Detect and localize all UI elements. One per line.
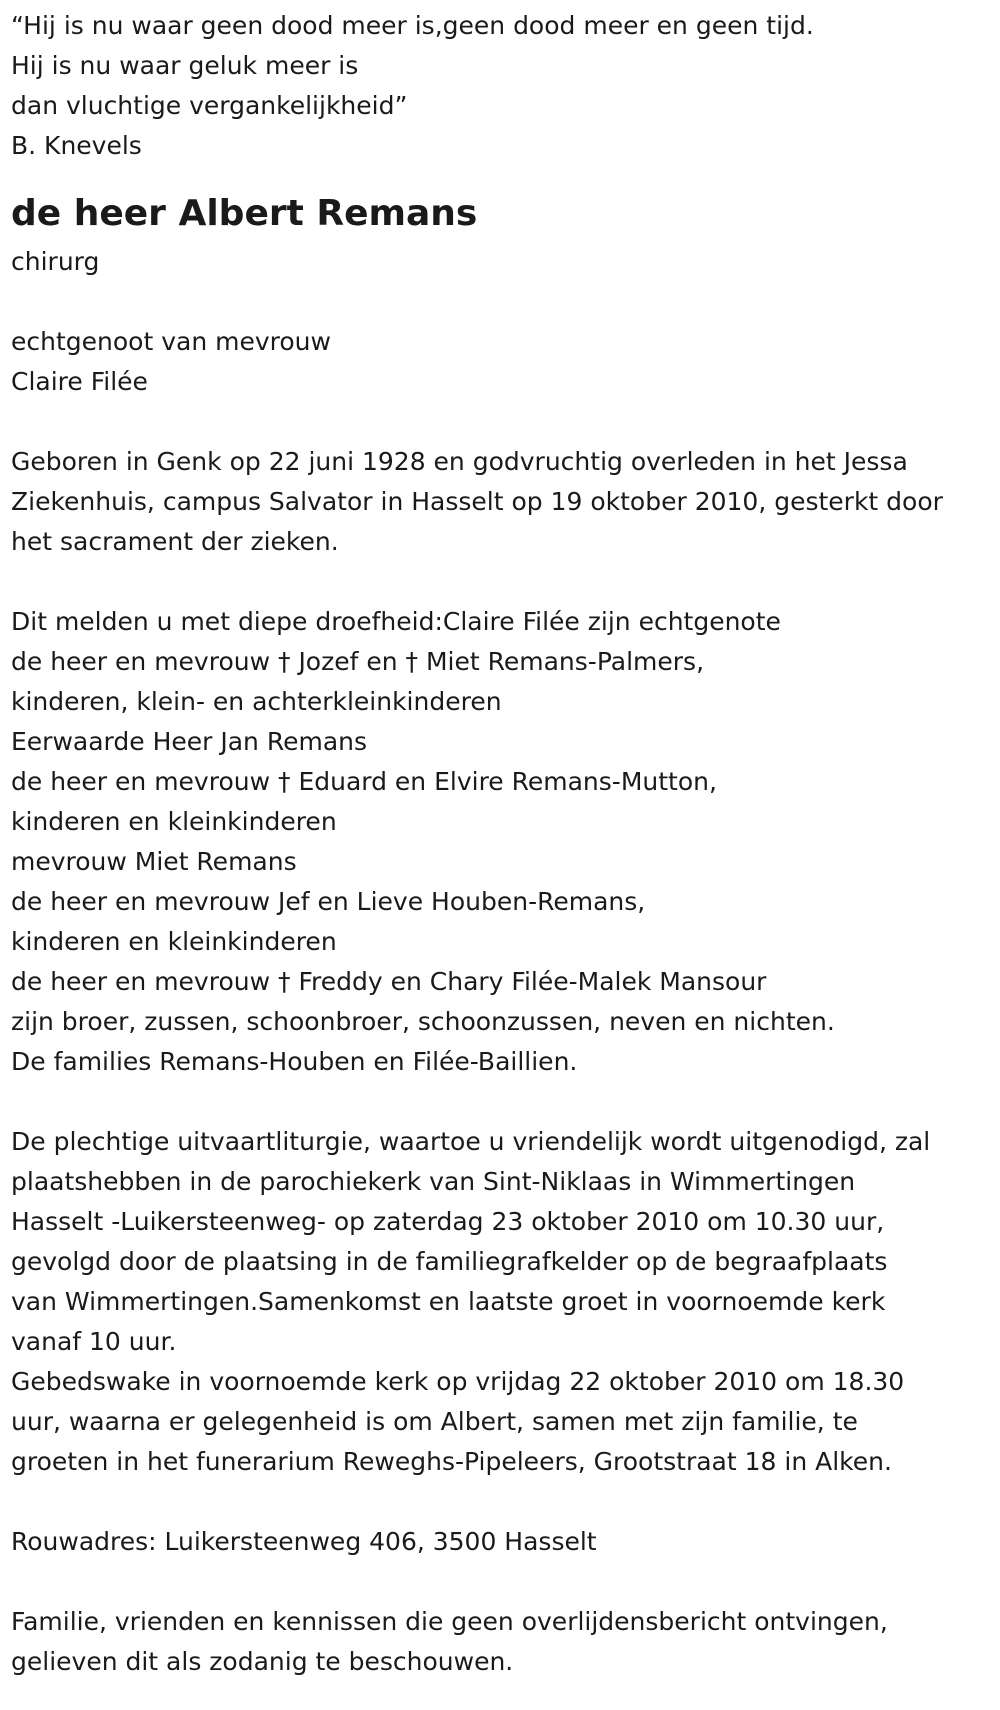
funeral-line: uur, waarna er gelegenheid is om Albert, samen met zijn familie, te [11,1407,858,1436]
funeral-line: Gebedswake in voornoemde kerk op vrijdag 22 oktober 2010 om 18.30 [11,1367,905,1396]
announcement-line: Dit melden u met diepe droefheid:Claire Filée zijn echtgenote [11,607,781,636]
funeral-line: groeten in het funerarium Reweghs-Pipeleers, Grootstraat 18 in Alken. [11,1447,892,1476]
funeral-line: De plechtige uitvaartliturgie, waartoe u vriendelijk wordt uitgenodigd, zal [11,1127,931,1156]
funeral-line: plaatshebben in de parochiekerk van Sint-Niklaas in Wimmertingen [11,1167,856,1196]
spouse-block [11,322,1000,402]
address-paragraph [11,1522,1000,1562]
paragraph-line: Geboren in Genk op 22 juni 1928 en godvruchtig overleden in het Jessa [11,447,908,476]
announcement-paragraph [11,602,1000,1082]
funeral-line: gevolgd door de plaatsing in de familiegrafkelder op de begraafplaats [11,1247,888,1276]
deceased-name: de heer Albert Remans [11,193,478,234]
mourning-address: Rouwadres: Luikersteenweg 406, 3500 Hasselt [11,1527,597,1556]
announcement-line: kinderen en kleinkinderen [11,807,337,836]
quote-line: dan vluchtige vergankelijkheid” [11,91,408,120]
spouse-name: Claire Filée [11,367,148,396]
quote-block [11,6,1000,166]
funeral-line: Hasselt -Luikersteenweg- op zaterdag 23 oktober 2010 om 10.30 uur, [11,1207,885,1236]
announcement-line: de heer en mevrouw † Freddy en Chary Filée-Malek Mansour [11,967,767,996]
closing-line: Familie, vrienden en kennissen die geen overlijdensbericht ontvingen, [11,1607,888,1636]
announcement-line: zijn broer, zussen, schoonbroer, schoonzussen, neven en nichten. [11,1007,835,1036]
funeral-line: vanaf 10 uur. [11,1327,177,1356]
announcement-line: De families Remans-Houben en Filée-Baillien. [11,1047,578,1076]
closing-line: gelieven dit als zodanig te beschouwen. [11,1647,514,1676]
paragraph-line: Ziekenhuis, campus Salvator in Hasselt op 19 oktober 2010, gesterkt door [11,487,943,516]
announcement-line: de heer en mevrouw † Eduard en Elvire Remans-Mutton, [11,767,717,796]
announcement-line: kinderen en kleinkinderen [11,927,337,956]
quote-line: “Hij is nu waar geen dood meer is,geen dood meer en geen tijd. [11,11,814,40]
spouse-line: echtgenoot van mevrouw [11,327,331,356]
announcement-line: kinderen, klein- en achterkleinkinderen [11,687,502,716]
announcement-line: Eerwaarde Heer Jan Remans [11,727,368,756]
quote-line: Hij is nu waar geluk meer is [11,51,359,80]
announcement-line: mevrouw Miet Remans [11,847,297,876]
deceased-block [11,186,1000,282]
quote-author: B. Knevels [11,131,142,160]
deceased-profession: chirurg [11,247,100,276]
announcement-line: de heer en mevrouw † Jozef en † Miet Remans-Palmers, [11,647,705,676]
closing-paragraph [11,1602,1000,1682]
birth-death-paragraph [11,442,1000,562]
paragraph-line: het sacrament der zieken. [11,527,339,556]
announcement-line: de heer en mevrouw Jef en Lieve Houben-Remans, [11,887,646,916]
funeral-line: van Wimmertingen.Samenkomst en laatste groet in voornoemde kerk [11,1287,886,1316]
funeral-paragraph [11,1122,1000,1482]
